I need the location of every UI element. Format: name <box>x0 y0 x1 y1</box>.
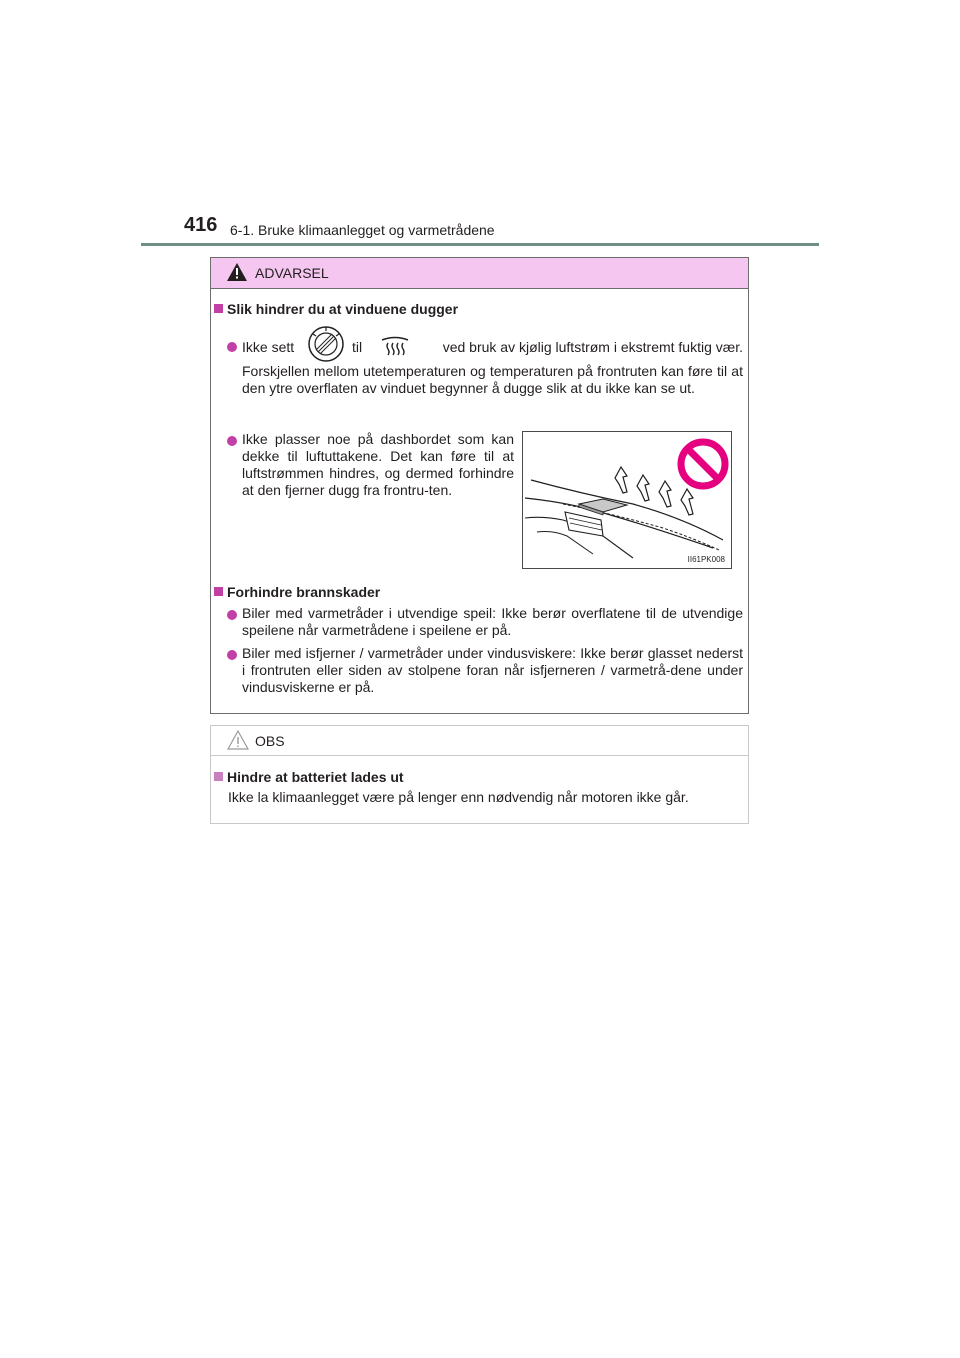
figure-code: II61PK008 <box>687 555 725 564</box>
warning-header <box>211 258 748 289</box>
notice-text: Ikke la klimaanlegget være på lenger enn nødvendig når motoren ikke går. <box>228 789 689 805</box>
bullet-icon <box>227 610 237 620</box>
warning-item-mode-setting: Ikke sett til ved bruk av kjølig luftstrøm i ekstremt fuktig vær. <box>227 337 743 359</box>
bullet-icon <box>227 436 237 446</box>
notice-triangle-icon <box>227 730 249 750</box>
section-bullet-icon <box>214 587 223 596</box>
temperature-dial-icon <box>307 325 345 363</box>
bullet-icon <box>227 650 237 660</box>
notice-header <box>211 726 748 756</box>
section-title-fog: Slik hindrer du at vinduene dugger <box>214 301 458 317</box>
notice-label: OBS <box>255 733 285 749</box>
warning-label: ADVARSEL <box>255 265 329 281</box>
page-number: 416 <box>184 214 218 236</box>
warning-triangle-icon <box>227 263 247 281</box>
header-divider <box>141 243 819 246</box>
warning-item-explanation: Forskjellen mellom utetemperaturen og temperaturen på frontruten kan føre til at den ytre overflaten av vinduet begynner å dugge slik at du ikke kan se ut. <box>242 363 743 396</box>
bullet-icon <box>227 342 237 352</box>
warning-item-mirrors: Biler med varmetråder i utvendige speil: Ikke berør overflatene til de utvendige speilene når varmetrådene i speilene er på. <box>227 605 743 639</box>
section-bullet-icon <box>214 304 223 313</box>
windshield-defroster-icon <box>380 336 410 358</box>
warning-item-wipers: Biler med isfjerner / varmetråder under vindusviskere: Ikke berør glasset nederst i frontruten eller siden av stolpene foran når isfjerneren / varmetrå-dene under vindusviskerne er på. <box>227 645 743 696</box>
section-bullet-icon <box>214 772 223 781</box>
warning-item-dashboard: Ikke plasser noe på dashbordet som kan dekke til luftuttakene. Det kan føre til at luftstrømmen hindres, og dermed forhindre at den fjerner dugg fra frontru-ten. <box>227 431 514 499</box>
chapter-title: 6-1. Bruke klimaanlegget og varmetrådene <box>230 222 495 238</box>
dashboard-illustration <box>522 431 732 569</box>
dashboard-drawing <box>523 432 731 568</box>
notice-title: Hindre at batteriet lades ut <box>214 769 404 785</box>
section-title-burns: Forhindre brannskader <box>214 584 380 600</box>
